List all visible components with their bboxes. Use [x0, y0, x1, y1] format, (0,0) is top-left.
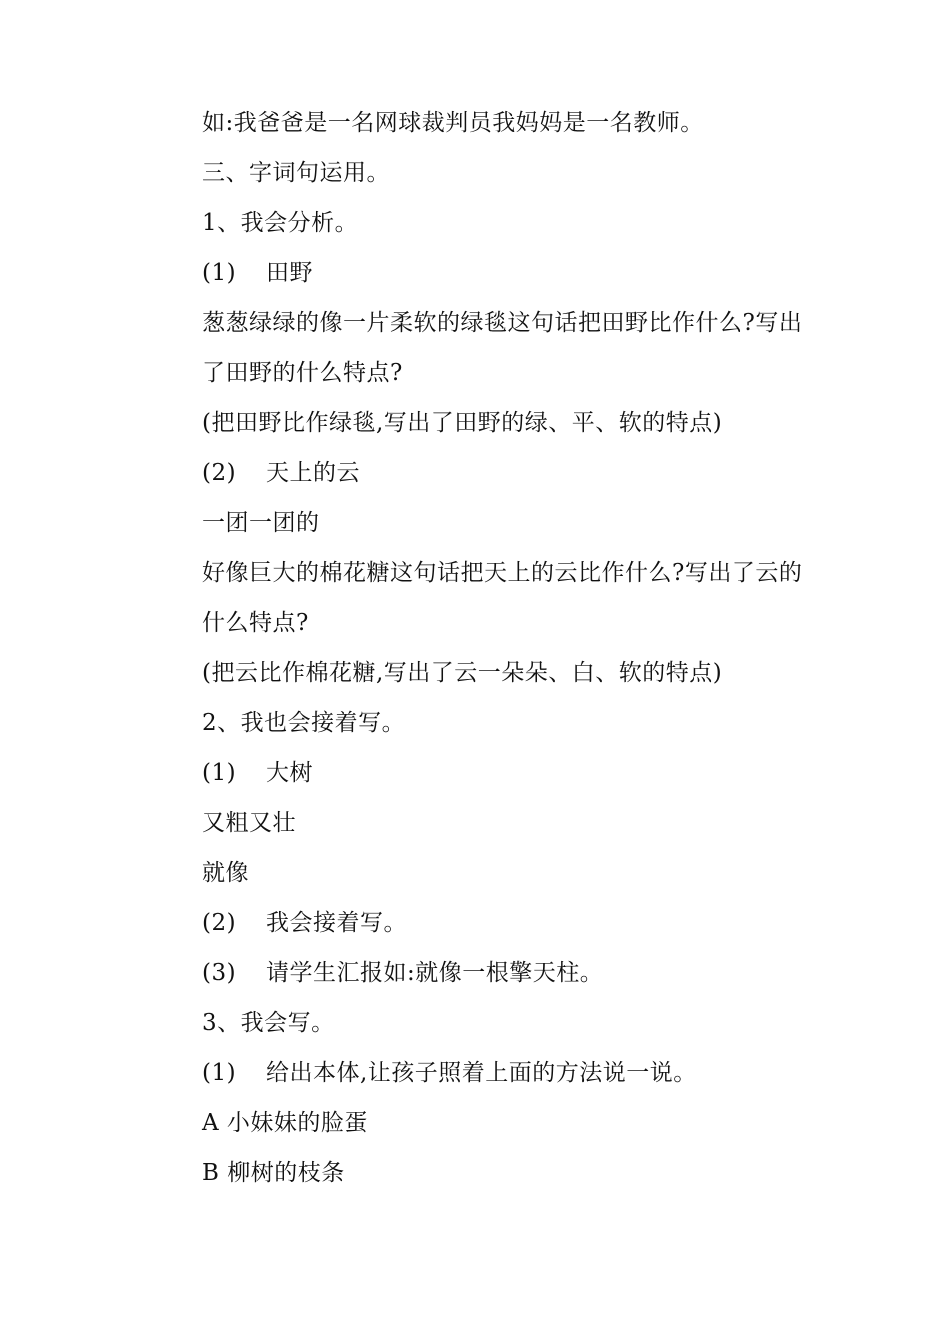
text-line: 好像巨大的棉花糖这句话把天上的云比作什么?写出了云的 [202, 560, 803, 586]
answer-line: (把云比作棉花糖,写出了云一朵朵、白、软的特点) [202, 660, 723, 686]
item-text: 给出本体,让孩子照着上面的方法说一说。 [266, 1060, 697, 1086]
numbered-item [202, 948, 822, 998]
numbered-item [202, 898, 822, 948]
subsection-heading: 1、我会分析。 [202, 210, 359, 236]
item-number: (1) [202, 260, 237, 286]
text-line: 如:我爸爸是一名网球裁判员我妈妈是一名教师。 [202, 110, 704, 136]
item-number: (1) [202, 1060, 237, 1086]
numbered-item [202, 1048, 822, 1098]
numbered-item [202, 748, 822, 798]
text-line: 了田野的什么特点? [202, 360, 403, 386]
numbered-item [202, 448, 822, 498]
text-line: 就像 [202, 860, 249, 886]
subsection-heading: 2、我也会接着写。 [202, 710, 406, 736]
subsection-heading: 3、我会写。 [202, 1010, 335, 1036]
item-text: 我会接着写。 [266, 910, 407, 936]
option-line: B 柳树的枝条 [202, 1160, 345, 1186]
item-number: (3) [202, 960, 237, 986]
text-line: 什么特点? [202, 610, 309, 636]
text-line: 葱葱绿绿的像一片柔软的绿毯这句话把田野比作什么?写出 [202, 310, 803, 336]
item-number: (2) [202, 460, 237, 486]
item-text: 大树 [266, 760, 313, 786]
answer-line: (把田野比作绿毯,写出了田野的绿、平、软的特点) [202, 410, 723, 436]
item-number: (2) [202, 910, 237, 936]
text-line: 一团一团的 [202, 510, 320, 536]
item-text: 天上的云 [266, 460, 360, 486]
item-number: (1) [202, 760, 237, 786]
item-text: 田野 [266, 260, 313, 286]
document-body [202, 98, 822, 1198]
item-text: 请学生汇报如:就像一根擎天柱。 [266, 960, 604, 986]
text-line: 又粗又壮 [202, 810, 296, 836]
numbered-item [202, 248, 822, 298]
section-heading: 三、字词句运用。 [202, 160, 390, 186]
option-line: A 小妹妹的脸蛋 [202, 1110, 368, 1136]
